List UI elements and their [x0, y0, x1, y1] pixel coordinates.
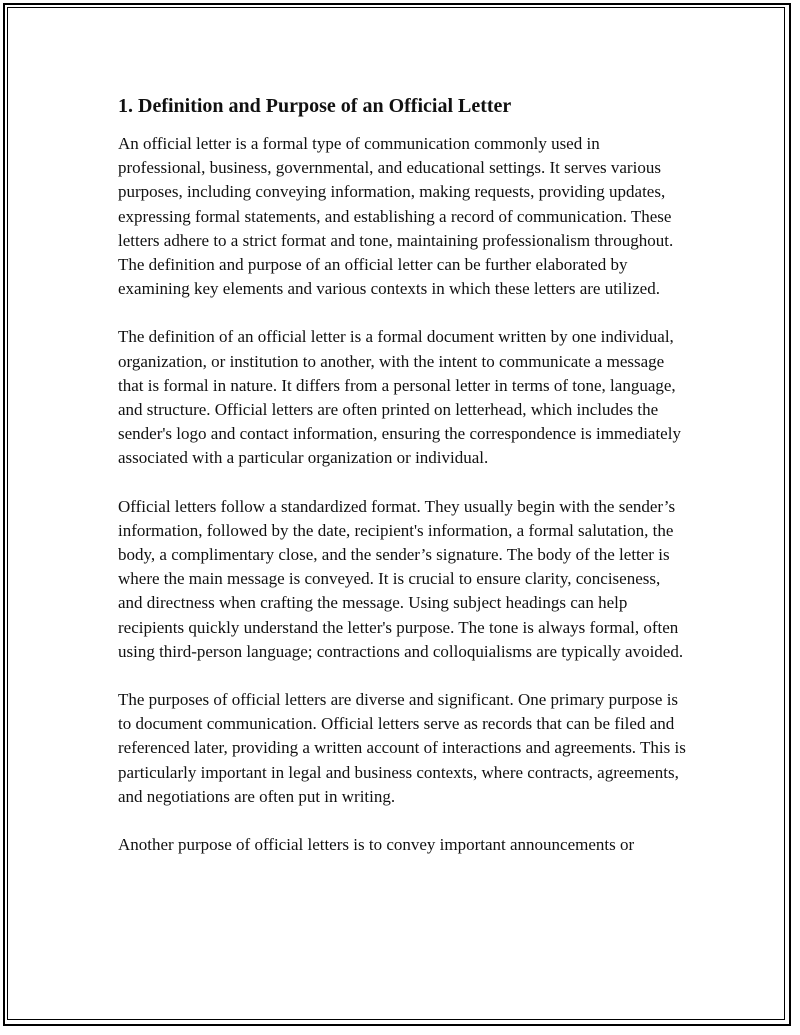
section-heading: 1. Definition and Purpose of an Official Letter — [118, 95, 512, 117]
paragraph-3: Official letters follow a standardized format. They usually begin with the sender’s information, followed by the date, recipient's information, a formal salutation, the body, a complimentary close, and the sender’s signature. The body of the letter is where the main message is conveyed. It is crucial to ensure clarity, conciseness, and directness when crafting the message. Using subject headings can help recipients quickly understand the letter's purpose. The tone is always formal, often using third-person language; contractions and colloquialisms are typically avoided. — [118, 496, 684, 661]
paragraph-1: An official letter is a formal type of communication commonly used in professional, business, governmental, and educational settings. It serves various purposes, including conveying information, making requests, providing updates, expressing formal statements, and establishing a record of communication. These letters adhere to a strict format and tone, maintaining professionalism throughout. The definition and purpose of an official letter can be further elaborated by examining key elements and various contexts in which these letters are utilized. — [118, 134, 674, 299]
paragraph-5: Another purpose of official letters is to convey important announcements or — [118, 835, 635, 855]
document-body — [118, 94, 688, 881]
paragraph-4: The purposes of official letters are diverse and significant. One primary purpose is to document communication. Official letters serve as records that can be filed and referenced later, providing a written account of interactions and agreements. This is particularly important in legal and business contexts, where contracts, agreements, and negotiations are often put in writing. — [118, 690, 686, 806]
paragraph-2: The definition of an official letter is a formal document written by one individual, organization, or institution to another, with the intent to communicate a message that is formal in nature. It differs from a personal letter in terms of tone, language, and structure. Official letters are often printed on letterhead, which includes the sender's logo and contact information, ensuring the correspondence is immediately associated with a particular organization or individual. — [118, 327, 681, 468]
